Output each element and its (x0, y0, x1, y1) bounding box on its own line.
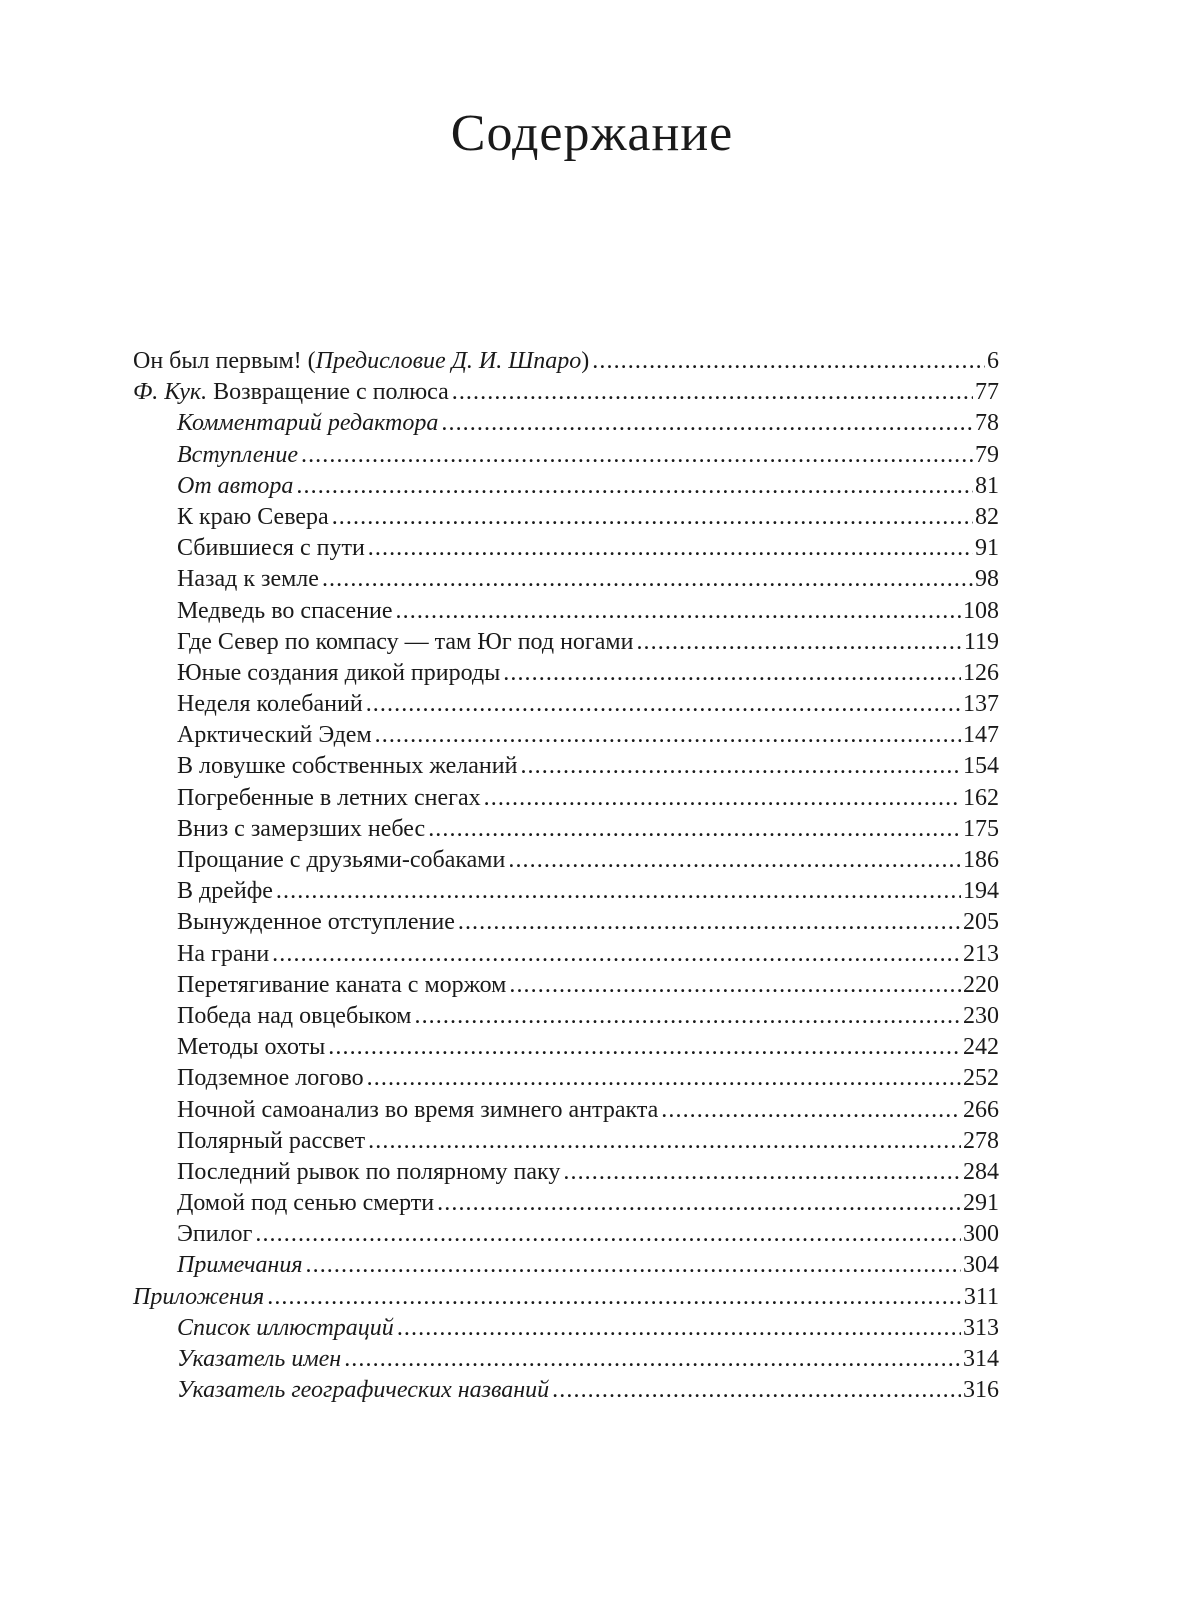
toc-entry[interactable] (133, 1063, 999, 1094)
toc-dot-leader (367, 1063, 961, 1094)
toc-entry[interactable] (133, 1157, 999, 1188)
toc-dot-leader (368, 1126, 961, 1157)
toc-entry-title-main: Неделя колебаний (177, 691, 363, 718)
toc-page-number: 304 (963, 1252, 999, 1279)
toc-page-number: 313 (963, 1314, 999, 1341)
toc-page-number: 126 (963, 659, 999, 686)
table-of-contents (133, 346, 999, 1406)
toc-entry[interactable] (133, 1250, 999, 1281)
toc-dot-leader (509, 970, 961, 1001)
toc-dot-leader (520, 751, 961, 782)
toc-page-number: 6 (987, 348, 999, 374)
toc-entry-title (177, 533, 365, 564)
toc-entry-title-main: Указатель имен (177, 1346, 342, 1372)
toc-entry[interactable] (133, 1375, 999, 1406)
toc-entry-title-main: Вынужденное отступление (177, 909, 455, 936)
toc-entry[interactable] (133, 1219, 999, 1250)
toc-entry-title-main: Медведь во спасение (177, 597, 393, 624)
toc-dot-leader (276, 876, 961, 907)
toc-page-number: 186 (963, 847, 999, 873)
toc-entry-title (177, 564, 319, 595)
toc-entry-title (133, 377, 449, 408)
toc-page-number: 230 (963, 1002, 999, 1029)
toc-entry-title (177, 1250, 303, 1281)
toc-page-number: 266 (963, 1096, 999, 1123)
toc-dot-leader (397, 1313, 961, 1344)
toc-entry-title-main: Прощание с друзьями-собаками (177, 847, 506, 873)
toc-dot-leader (301, 440, 973, 471)
toc-entry-title-main: В ловушке собственных желаний (177, 753, 518, 780)
toc-dot-leader (322, 564, 973, 595)
toc-entry-title (177, 1313, 394, 1344)
toc-dot-leader (484, 783, 961, 814)
toc-page-number: 291 (963, 1190, 999, 1217)
toc-dot-leader (332, 502, 973, 533)
toc-entry[interactable] (133, 783, 999, 814)
toc-dot-leader (267, 1282, 962, 1313)
toc-page-number: 316 (963, 1377, 999, 1404)
toc-dot-leader (636, 627, 961, 658)
toc-page-number: 91 (975, 535, 999, 562)
toc-entry-title (177, 907, 455, 938)
toc-entry-title-main: Перетягивание каната с моржом (177, 971, 507, 998)
toc-entry[interactable] (133, 751, 999, 782)
toc-entry-title (177, 845, 505, 876)
toc-entry-title-main: Возвращение с полюса (207, 379, 449, 406)
toc-dot-leader (306, 1250, 962, 1281)
toc-entry[interactable] (133, 689, 999, 720)
toc-dot-leader (508, 845, 961, 876)
toc-entry-title-main: Домой под сенью смерти (177, 1190, 435, 1217)
toc-entry-title-main: Арктический Эдем (177, 722, 372, 749)
toc-dot-leader (503, 658, 961, 689)
toc-entry-title (177, 939, 269, 970)
toc-page-number: 108 (963, 597, 999, 624)
toc-entry-title (133, 1282, 264, 1313)
toc-entry-title (177, 596, 393, 627)
toc-page-number: 314 (963, 1346, 999, 1372)
toc-entry[interactable] (133, 596, 999, 627)
toc-entry-title (177, 814, 425, 845)
toc-page-number: 162 (963, 784, 999, 811)
toc-entry-title-main: Эпилог (177, 1221, 253, 1248)
toc-entry-title (177, 1157, 560, 1188)
toc-entry[interactable] (133, 502, 999, 533)
toc-entry-title-main: Где Север по компасу — там Юг под ногами (177, 628, 634, 655)
toc-page-number: 119 (963, 628, 999, 655)
toc-dot-leader (661, 1095, 961, 1126)
toc-entry-title (177, 1219, 252, 1250)
toc-entry-title-main: Последний рывок по полярному паку (177, 1158, 561, 1185)
toc-page-number: 147 (963, 722, 999, 749)
page-title: Содержание (450, 105, 734, 162)
toc-page-number: 300 (963, 1221, 999, 1248)
toc-entry-title-main: Список иллюстраций (177, 1314, 394, 1341)
toc-dot-leader (441, 408, 973, 439)
toc-page-number: 81 (975, 472, 999, 499)
toc-page-number: 284 (963, 1158, 999, 1185)
toc-page-number: 242 (963, 1034, 999, 1061)
toc-page-number: 205 (963, 909, 999, 936)
toc-dot-leader (428, 814, 961, 845)
toc-dot-leader (296, 471, 973, 502)
toc-entry[interactable] (133, 346, 999, 377)
toc-entry-title (177, 658, 500, 689)
toc-entry-title (177, 408, 438, 439)
toc-dot-leader (344, 1344, 961, 1375)
toc-entry-title (177, 1188, 434, 1219)
toc-entry-title-main: Вниз с замерзших небес (177, 815, 426, 842)
toc-entry[interactable] (133, 1313, 999, 1344)
toc-entry[interactable] (133, 1344, 999, 1375)
toc-entry[interactable] (133, 907, 999, 938)
toc-entry-title-main: К краю Севера (177, 503, 329, 530)
toc-entry[interactable] (133, 440, 999, 471)
toc-entry[interactable] (133, 939, 999, 970)
toc-entry-title (177, 1344, 341, 1375)
toc-entry-title (177, 502, 329, 533)
toc-entry-title-main: Комментарий редактора (177, 410, 439, 437)
toc-entry[interactable] (133, 845, 999, 876)
toc-entry-title (177, 1001, 411, 1032)
toc-entry-title-prefix: Ф. Кук. (133, 379, 208, 406)
toc-page-number: 154 (963, 753, 999, 780)
toc-entry-title-main: Примечания (177, 1252, 303, 1279)
toc-dot-leader (328, 1032, 961, 1063)
toc-entry-title-main: Методы охоты (177, 1034, 326, 1061)
toc-dot-leader (366, 689, 961, 720)
toc-entry-title-main: Сбившиеся с пути (177, 535, 365, 562)
toc-entry-title (133, 346, 589, 377)
toc-entry[interactable] (133, 1032, 999, 1063)
toc-entry-title (177, 720, 372, 751)
toc-entry[interactable] (133, 1095, 999, 1126)
toc-page-number: 220 (963, 971, 999, 998)
toc-page-number: 278 (963, 1127, 999, 1154)
toc-dot-leader (375, 720, 961, 751)
toc-entry[interactable] (133, 1001, 999, 1032)
toc-entry-title (177, 1032, 325, 1063)
toc-entry-title-main: Приложения (133, 1283, 265, 1310)
toc-entry[interactable] (133, 408, 999, 439)
toc-entry[interactable] (133, 876, 999, 907)
toc-entry-title (177, 1126, 365, 1157)
toc-entry-title-main: Подземное логово (177, 1065, 364, 1092)
toc-entry[interactable] (133, 471, 999, 502)
toc-entry-title (177, 440, 298, 471)
toc-dot-leader (552, 1375, 961, 1406)
toc-entry-title-main: Вступление (177, 441, 298, 468)
toc-entry-title (177, 1095, 658, 1126)
toc-entry[interactable] (133, 377, 999, 408)
toc-entry-title-main: Указатель географических названий (177, 1377, 550, 1404)
toc-page-number: 78 (975, 410, 999, 437)
toc-entry-title (177, 1375, 549, 1406)
toc-entry-title-main: Юные создания дикой природы (177, 659, 501, 686)
toc-entry[interactable] (133, 1188, 999, 1219)
toc-entry-title-main: Полярный рассвет (177, 1127, 366, 1154)
toc-entry[interactable] (133, 658, 999, 689)
toc-dot-leader (452, 377, 973, 408)
toc-entry-title-main: Назад к земле (177, 566, 319, 593)
toc-entry-title-main: На грани (177, 940, 270, 967)
toc-dot-leader (272, 939, 961, 970)
toc-entry[interactable] (133, 533, 999, 564)
toc-entry-title-main: Предисловие Д. И. Шпаро (315, 348, 582, 374)
toc-page-number: 79 (975, 441, 999, 468)
toc-dot-leader (592, 346, 985, 377)
toc-entry-title-suffix: ) (581, 348, 590, 374)
toc-entry[interactable] (133, 970, 999, 1001)
toc-entry[interactable] (133, 564, 999, 595)
toc-entry[interactable] (133, 814, 999, 845)
toc-entry-title-main: В дрейфе (177, 878, 273, 905)
toc-entry-title (177, 751, 517, 782)
toc-entry-title-prefix: Он был первым! ( (133, 348, 316, 374)
toc-entry[interactable] (133, 627, 999, 658)
toc-dot-leader (368, 533, 973, 564)
toc-dot-leader (414, 1001, 961, 1032)
toc-page-number: 175 (963, 815, 999, 842)
toc-page-number: 82 (975, 503, 999, 530)
toc-dot-leader (437, 1188, 961, 1219)
toc-entry-title (177, 876, 273, 907)
toc-entry-title-main: Погребенные в летних снегах (177, 784, 481, 811)
toc-entry-title (177, 970, 506, 1001)
toc-page-number: 252 (963, 1065, 999, 1092)
toc-dot-leader (458, 907, 961, 938)
toc-entry-title (177, 783, 481, 814)
toc-dot-leader (396, 596, 961, 627)
toc-page-number: 77 (975, 379, 999, 406)
toc-dot-leader (255, 1219, 961, 1250)
toc-page-number: 311 (963, 1283, 999, 1310)
toc-page-number: 98 (975, 566, 999, 593)
toc-entry-title (177, 471, 293, 502)
toc-entry-title (177, 1063, 364, 1094)
toc-entry[interactable] (133, 1282, 999, 1313)
toc-entry-title (177, 627, 633, 658)
toc-entry-title-main: Победа над овцебыком (177, 1002, 412, 1029)
toc-page-number: 213 (963, 940, 999, 967)
toc-entry-title-main: От автора (177, 472, 294, 499)
toc-dot-leader (563, 1157, 961, 1188)
toc-entry[interactable] (133, 1126, 999, 1157)
toc-page-number: 194 (963, 878, 999, 905)
toc-entry-title-main: Ночной самоанализ во время зимнего антракта (177, 1096, 659, 1123)
toc-entry-title (177, 689, 363, 720)
toc-entry[interactable] (133, 720, 999, 751)
toc-page-number: 137 (963, 691, 999, 718)
